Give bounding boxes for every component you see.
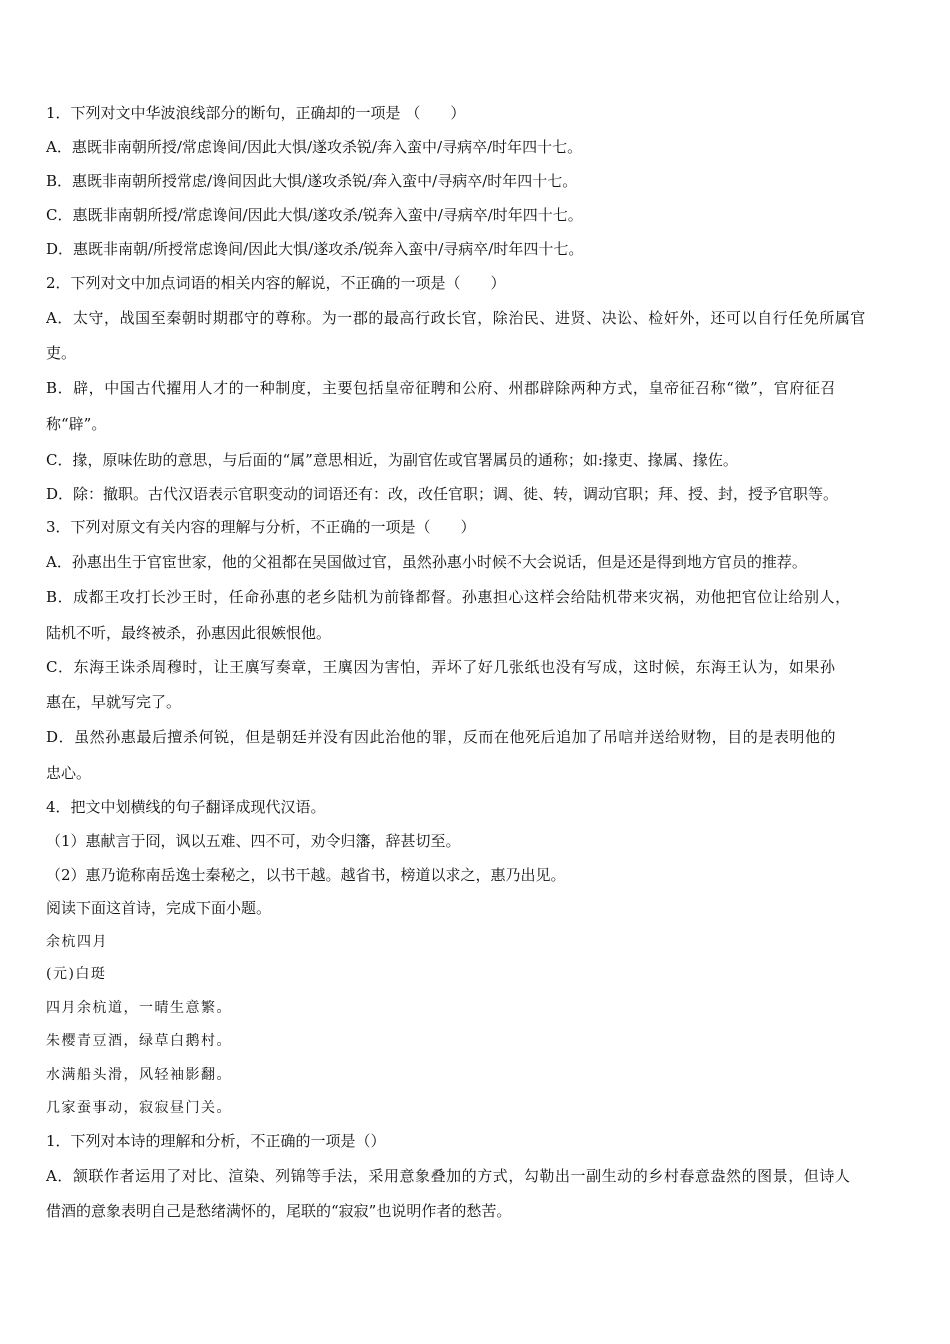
- poem-line-3: 水满船头滑，风轻袖影翻。: [46, 1067, 232, 1083]
- q2-option-b-line2: 称“辟”。: [46, 415, 107, 433]
- q2-option-c: C．掾，原味佐助的意思，与后面的“属”意思相近，为副官佐或官署属员的通称；如:掾吏、掾属、掾佐。: [46, 451, 738, 469]
- q2-option-a-line2: 吏。: [46, 344, 77, 362]
- q2-option-b-line1: B．辟，中国古代擢用人才的一种制度，主要包括皇帝征聘和公府、州郡辟除两种方式，皇帝征召称“徵”，官府征召: [46, 379, 836, 397]
- q2-option-a-line1: A．太守，战国至秦朝时期郡守的尊称。为一郡的最高行政长官，除治民、进贤、决讼、检奸外，还可以自行任免所属官: [46, 309, 866, 327]
- q1-option-b: B．惠既非南朝所授常虑/谗间因此大惧/遂攻杀锐/奔入蛮中/寻病卒/时年四十七。: [46, 172, 578, 190]
- q3-option-b-line1: B．成都王攻打长沙王时，任命孙惠的老乡陆机为前锋都督。孙惠担心这样会给陆机带来灾祸，劝他把官位让给别人，: [46, 588, 851, 606]
- q3-stem: 3．下列对原文有关内容的理解与分析，不正确的一项是（ ）: [46, 518, 476, 536]
- poem-line-2: 朱樱青豆酒，绿草白鹅村。: [46, 1033, 232, 1049]
- q1-option-c: C．惠既非南朝所授/常虑谗间/因此大惧/遂攻杀/锐奔入蛮中/寻病卒/时年四十七。: [46, 206, 583, 224]
- poem-line-4: 几家蚕事动，寂寂昼门关。: [46, 1100, 232, 1116]
- q4-sentence-2: （2）惠乃诡称南岳逸士秦秘之，以书干越。越省书，榜道以求之，惠乃出见。: [46, 866, 566, 884]
- q1-option-d: D．惠既非南朝/所授常虑谗间/因此大惧/遂攻杀/锐奔入蛮中/寻病卒/时年四十七。: [46, 240, 584, 258]
- poem-instruction: 阅读下面这首诗，完成下面小题。: [46, 899, 272, 917]
- q2-option-d: D．除：撤职。古代汉语表示官职变动的词语还有：改，改任官职；调、徙、转，调动官职；拜、授、封，授予官职等。: [46, 485, 839, 503]
- q3-option-d-line2: 忠心。: [46, 764, 92, 782]
- q1-option-a: A．惠既非南朝所授/常虑谗间/因此大惧/遂攻杀锐/奔入蛮中/寻病卒/时年四十七。: [46, 138, 583, 156]
- q3-option-a: A．孙惠出生于官宦世家，他的父祖都在吴国做过官，虽然孙惠小时候不大会说话，但是还是得到地方官员的推荐。: [46, 553, 807, 571]
- poem-q1-option-a-line1: A．颔联作者运用了对比、渲染、列锦等手法，采用意象叠加的方式，勾勒出一副生动的乡村春意盎然的图景，但诗人: [46, 1167, 851, 1185]
- poem-q1-stem: 1．下列对本诗的理解和分析，不正确的一项是（）: [46, 1132, 386, 1150]
- q3-option-d-line1: D．虽然孙惠最后擅杀何锐，但是朝廷并没有因此治他的罪，反而在他死后追加了吊唁并送给财物，目的是表明他的: [46, 728, 837, 746]
- q1-stem: 1．下列对文中华波浪线部分的断句，正确却的一项是 （ ）: [46, 104, 466, 122]
- q3-option-c-line2: 惠在，早就写完了。: [46, 693, 182, 711]
- q2-stem: 2．下列对文中加点词语的相关内容的解说，不正确的一项是（ ）: [46, 274, 506, 292]
- q3-option-b-line2: 陆机不听，最终被杀，孙惠因此很嫉恨他。: [46, 624, 332, 642]
- q4-stem: 4．把文中划横线的句子翻译成现代汉语。: [46, 798, 326, 816]
- q3-option-c-line1: C．东海王诛杀周穆时，让王廙写奏章，王廙因为害怕，弄坏了好几张纸也没有写成，这时候，东海王认为，如果孙: [46, 658, 836, 676]
- poem-title: 余杭四月: [46, 934, 108, 950]
- q4-sentence-1: （1）惠献言于冏，讽以五难、四不可，劝令归籓，辞甚切至。: [46, 832, 461, 850]
- poem-line-1: 四月余杭道，一晴生意繁。: [46, 1000, 232, 1016]
- poem-q1-option-a-line2: 借酒的意象表明自己是愁绪满怀的，尾联的“寂寂”也说明作者的愁苦。: [46, 1202, 512, 1220]
- poem-author: (元)白珽: [46, 966, 107, 982]
